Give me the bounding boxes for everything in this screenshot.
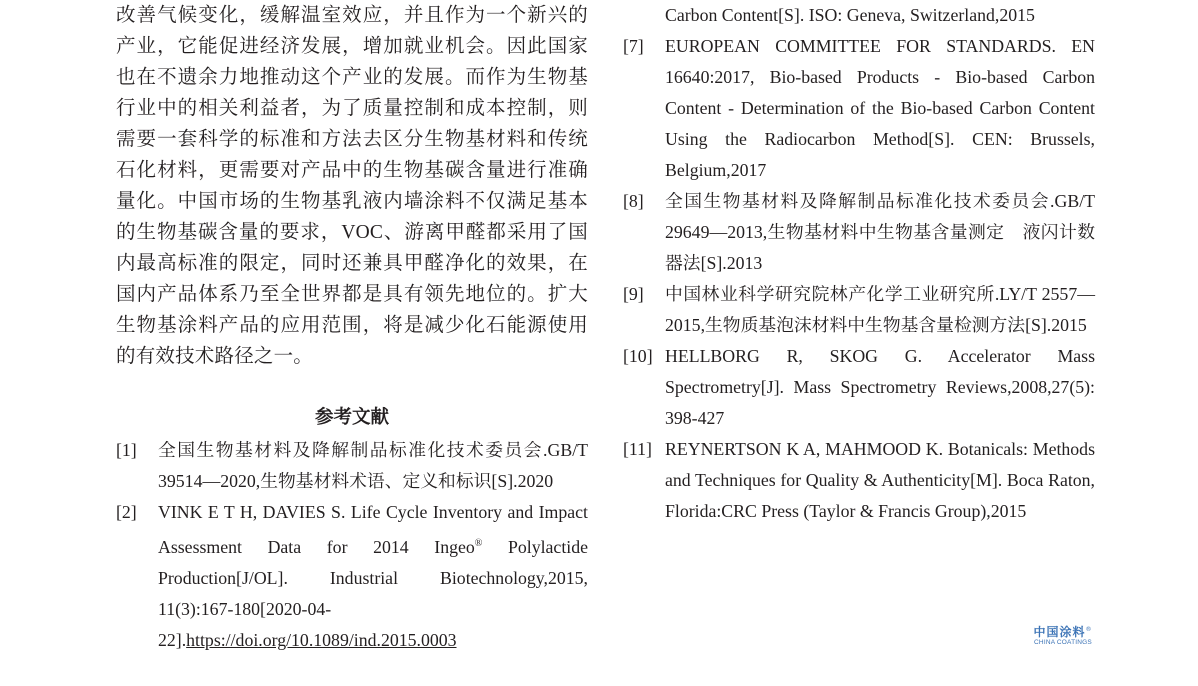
reference-item bbox=[116, 435, 588, 497]
reference-item bbox=[623, 341, 1095, 434]
reference-number: [8] bbox=[623, 191, 644, 211]
reference-number: [2] bbox=[116, 502, 137, 522]
reference-text: REYNERTSON K A, MAHMOOD K. Botanicals: Methods and Techniques for Quality & Authenticity[M]. Boca Raton, Florida:CRC Press (Taylor & Francis Group),2015 bbox=[665, 439, 1095, 521]
reference-text: 全国生物基材料及降解制品标准化技术委员会.GB/T 29649—2013,生物基材料中生物基含量测定 液闪计数器法[S].2013 bbox=[665, 191, 1095, 273]
reference-item bbox=[116, 497, 588, 656]
reference-text-part: VINK E T H, DAVIES S. Life Cycle Inventory and Impact Assessment Data for 2014 Ingeo bbox=[158, 502, 588, 557]
reference-number: [11] bbox=[623, 439, 652, 459]
reference-text: Carbon Content[S]. ISO: Geneva, Switzerland,2015 bbox=[665, 5, 1035, 25]
logo-chinese-text: 中国涂料® bbox=[1033, 625, 1093, 639]
reference-number: [9] bbox=[623, 284, 644, 304]
reference-text-part: Polylactide Production[J/OL]. Industrial Biotechnology,2015, 11(3):167-180[2020-04-22]. bbox=[158, 536, 588, 650]
references-list-left bbox=[116, 435, 588, 656]
reference-text bbox=[158, 497, 588, 656]
registered-mark: ® bbox=[474, 538, 483, 549]
reference-text: HELLBORG R, SKOG G. Accelerator Mass Spectrometry[J]. Mass Spectrometry Reviews,2008,27(5): 398-427 bbox=[665, 346, 1095, 428]
doi-link[interactable]: https://doi.org/10.1089/ind.2015.0003 bbox=[186, 629, 457, 650]
left-column bbox=[116, 0, 588, 650]
reference-item bbox=[623, 186, 1095, 279]
reference-item bbox=[623, 279, 1095, 341]
reference-text: 全国生物基材料及降解制品标准化技术委员会.GB/T 39514—2020,生物基材料术语、定义和标识[S].2020 bbox=[158, 440, 588, 491]
reference-continuation bbox=[623, 0, 1095, 31]
reference-number: [1] bbox=[116, 440, 137, 460]
reference-text: 中国林业科学研究院林产化学工业研究所.LY/T 2557—2015,生物质基泡沫材料中生物基含量检测方法[S].2015 bbox=[665, 284, 1095, 335]
body-paragraph: 改善气候变化，缓解温室效应，并且作为一个新兴的产业，它能促进经济发展，增加就业机会。因此国家也在不遗余力地推动这个产业的发展。而作为生物基行业中的相关利益者，为了质量控制和成本控制，则需要一套科学的标准和方法去区分生物基材料和传统石化材料，更需要对产品中的生物基碳含量进行准确量化。中国市场的生物基乳液内墙涂料不仅满足基本的生物基碳含量的要求，VOC、游离甲醛都采用了国内最高标准的限定，同时还兼具甲醛净化的效果，在国内产品体系乃至全世界都是具有领先地位的。扩大生物基涂料产品的应用范围，将是减少化石能源使用的有效技术路径之一。 bbox=[116, 5, 588, 367]
china-coatings-logo bbox=[1030, 623, 1096, 647]
references-title: 参考文献 bbox=[314, 408, 389, 428]
logo-english-text: CHINA COATINGS bbox=[1034, 639, 1092, 646]
reference-number: [10] bbox=[623, 346, 653, 366]
reference-text: EUROPEAN COMMITTEE FOR STANDARDS. EN 16640:2017, Bio-based Products - Bio-based Carbon Content - Determination of the Bio-based Carbon Content Using the Radiocarbon Method[S]. CEN: Brussels, Belgium,2017 bbox=[665, 36, 1095, 180]
reference-number: [7] bbox=[623, 36, 644, 56]
reference-item bbox=[623, 434, 1095, 527]
reference-item bbox=[623, 31, 1095, 186]
right-column bbox=[623, 0, 1095, 527]
